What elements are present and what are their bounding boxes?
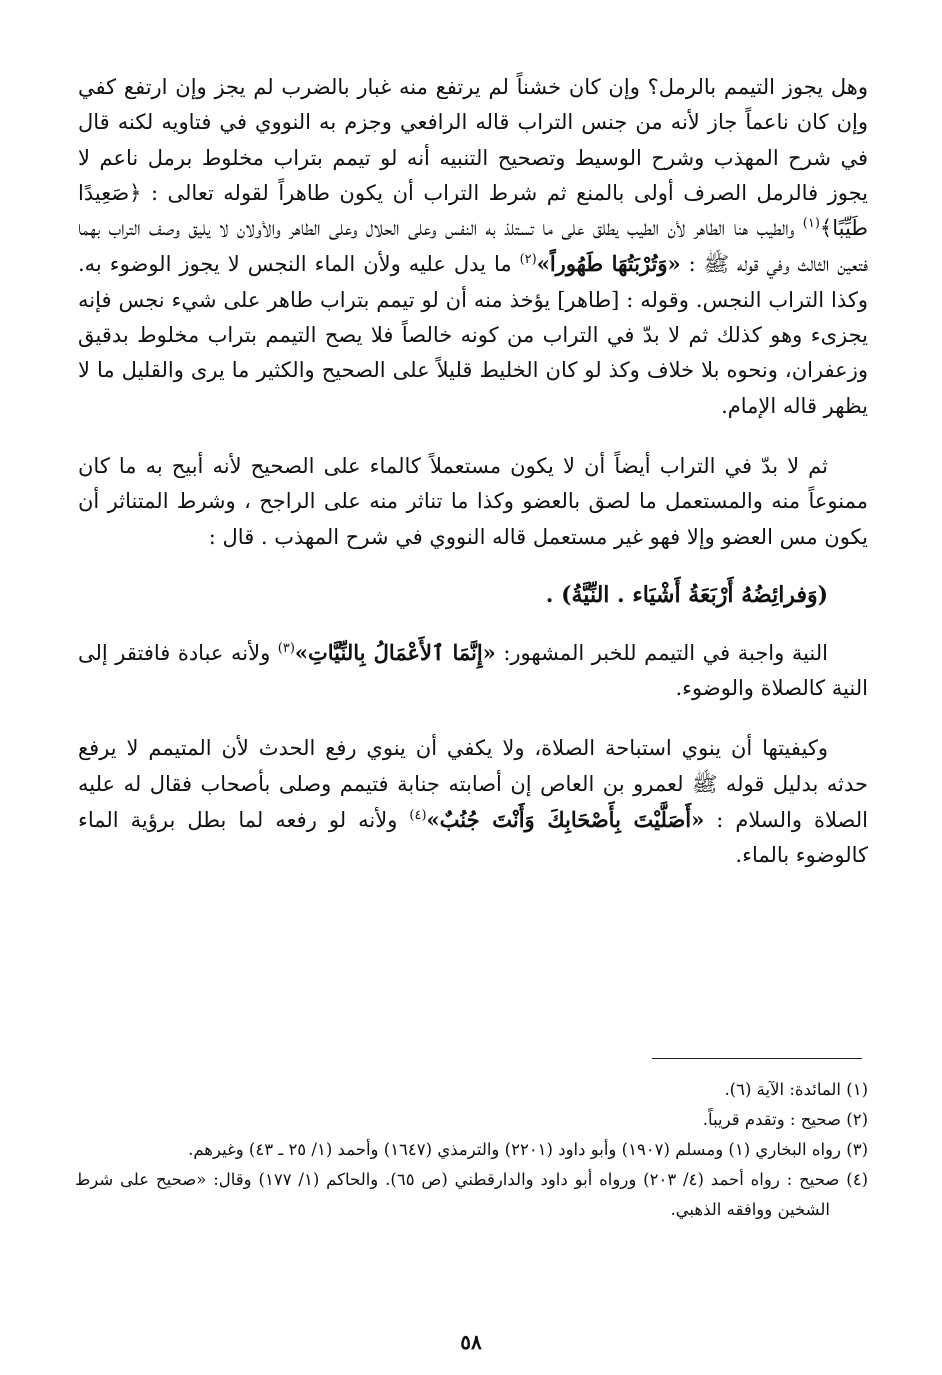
paragraph-1-text-b: والطيب هنا الطاهر لأن الطيب يطلق على ما تستلذ به النفس وعلى الحلال وعلى الطاهر والأولان لا يليق وصف التراب بهما فتعين الثالث وفي قوله ﷺ : [78, 216, 868, 277]
paragraph-4-text-b: ولأنه لو رفعه لما بطل برؤية الماء كالوضوء بالماء. [78, 808, 868, 868]
paragraph-2: ثم لا بدّ في التراب أيضاً أن لا يكون مستعملاً كالماء على الصحيح لأنه أبيح به ما كان ممنوعاً منه والمستعمل ما لصق بالعضو وكذا ما تناثر منه على الراجح ، وشرط المتناثر أن يكون مس العضو وإلا فهو غير مستعمل قاله النووي في شرح المهذب . قال : [78, 453, 868, 549]
footnote-1: (١) المائدة: الآية (٦). [724, 1080, 868, 1099]
footnote-ref-1: (١) [802, 216, 820, 232]
paragraph-1 [78, 70, 868, 424]
page-number: ٥٨ [460, 1330, 482, 1354]
section-heading: (وَفرائِضُهُ أَرْبَعَةُ أَشْيَاء . النِّيَّةُ) . [545, 581, 828, 608]
paragraph-1-text-c: ما يدل عليه ولأن الماء النجس لا يجوز الوضوء به. وكذا التراب النجس. وقوله : [طاهر] يؤخذ منه أن لو تيمم بتراب طاهر على شيء نجس فإنه يجزىء وهو كذلك ثم لا بدّ في التراب من كونه خالصاً فلا يصح التيمم بتراب مخلوط بدقيق وزعفران، ونحوه بلا خلاف وكذ لو كان الخليط قليلاً على الصحيح والكثير ما يرى والقليل ما لا يظهر قاله الإمام. [78, 252, 868, 418]
paragraph-3 [78, 635, 868, 707]
main-text [78, 70, 868, 874]
hadith-quote-2: «إِنَّمَا ٱلأَعْمَالُ بِالنِّيَّاتِ» [294, 639, 496, 665]
paragraph-1-text: وهل يجوز التيمم بالرمل؟ وإن كان خشناً لم يرتفع منه غبار بالضرب لم يجز وإن ارتفع كفي وإن كان ناعماً جاز لأنه من جنس التراب قاله الرافعي وجزم به النووي في فتاويه لكنه قال في شرح المهذب وشرح الوسيط وتصحيح التنبيه أنه لو تيمم بتراب مخلوط برمل ناعم لا يجوز فالرمل الصرف أولى بالمنع ثم شرط التراب أن يكون طاهراً لقوله تعالى : ﴿صَعِيدًا طَيِّبًا﴾ [78, 75, 868, 241]
paragraph-4-text: وكيفيتها أن ينوي استباحة الصلاة، ولا يكفي أن ينوي رفع الحدث لأن المتيمم لا يرفع حدثه بدليل قوله ﷺ لعمرو بن العاص إن أصابته جنابة فتيمم وصلى بأصحاب فقال له عليه الصلاة والسلام : [78, 736, 869, 833]
paragraph-3-text-b: ولأنه عبادة فافتقر إلى النية كالصلاة والوضوء. [78, 640, 868, 701]
paragraph-3-text: النية واجبة في التيمم للخبر المشهور: [495, 640, 828, 665]
footnote-2: (٢) صحيح : وتقدم قريباً. [702, 1110, 868, 1129]
footnote-ref-4: (٤) [409, 808, 427, 824]
hadith-quote-1: «وَتُرْبَتُهَا طَهُوراً» [536, 251, 681, 277]
footnote-ref-2: (٢) [519, 252, 537, 268]
footnote-ref-3: (٣) [277, 640, 295, 656]
paragraph-4 [78, 731, 868, 873]
footnote-3: (٣) رواه البخاري (١) ومسلم (١٩٠٧) وأبو داود (٢٢٠١) والترمذي (١٦٤٧) وأحمد (١/ ٢٥ ـ ٤٣) وغيرهم. [188, 1140, 868, 1159]
footnote-4: (٤) صحيح : رواه أحمد (٤/ ٢٠٣) ورواه أبو داود والدارقطني (ص ٦٥). والحاكم (١/ ١٧٧) وقال: «صحيح على شرط الشخين ووافقه الذهبي. [75, 1170, 869, 1219]
footnotes [75, 1075, 868, 1225]
hadith-quote-3: «أَصَلَّيْتَ بِأَصْحَابِكَ وَأَنْتَ جُنُبٌ» [426, 807, 705, 833]
footnote-divider [652, 1058, 862, 1059]
